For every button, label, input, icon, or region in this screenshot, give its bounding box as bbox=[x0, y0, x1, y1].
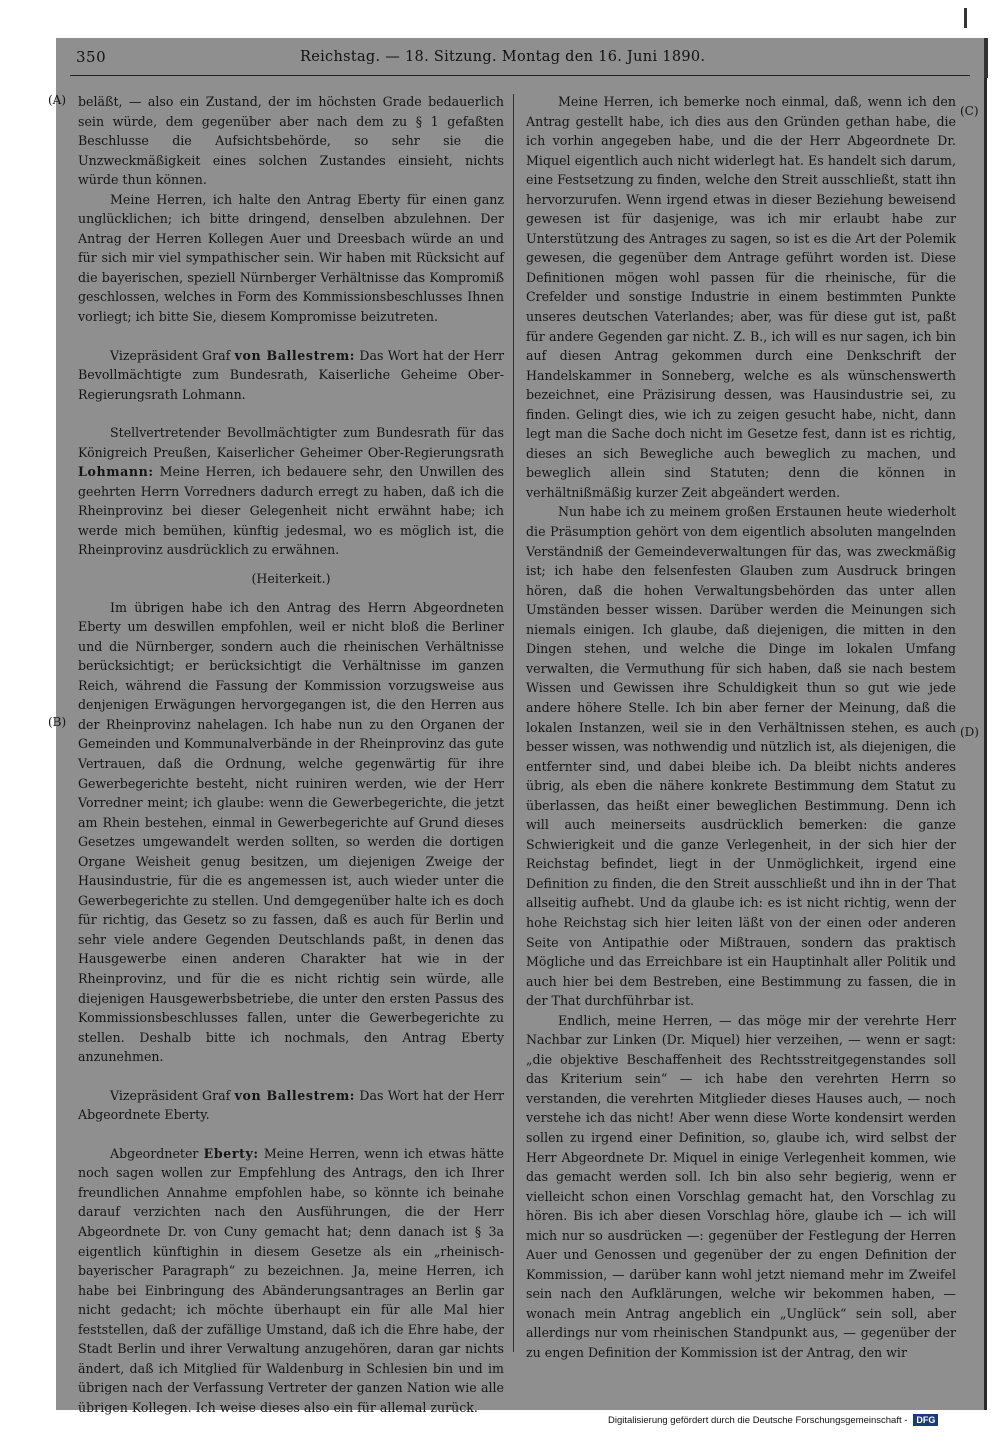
paragraph: Endlich, meine Herren, — das möge mir der verehrte Herr Nachbar zur Linken (Dr. Miquel) hier verzeihen, — wenn er sagt: „die objektive Beschaffenheit des Rechtsstreitgegenstandes soll das Kriterium sein“ — ich habe den verehrten Herrn so verstanden, die verehrten Mitglieder dieses Hauses auch, — noch verstehe ich das nicht! Aber wenn diese Worte kondensirt werden sollen zu irgend einer Definition, so, glaube ich, wird selbst der Herr Abgeordnete Dr. Miquel in einige Verlegenheit kommen, wie das gemacht werden soll. Ich bin also sehr begierig, wenn er vielleicht schon einen Vorschlag gemacht hat, den Vorschlag zu hören. Bis ich aber diesen Vorschlag höre, glaube ich — ich will mich nur so ausdrücken —: gegenüber der Festlegung der Herren Auer und Genossen und gegenüber der zu engen Definition der Kommission, — darüber kann wohl jetzt niemand mehr im Zweifel sein nach den Aufklärungen, welche wir bekommen haben, — wonach mein Antrag angeblich ein „Unglück“ sein soll, aber allerdings nur vom rheinischen Standpunkt aus, — gegenüber der zu engen Definition der Kommission ist der Antrag, den wir bbox=[526, 1012, 956, 1360]
footer-text: Digitalisierung gefördert durch die Deutsche Forschungsgemeinschaft - bbox=[608, 1414, 908, 1426]
scan-edge-mark-top bbox=[964, 8, 967, 28]
speaker-title: Abgeordneter bbox=[110, 1145, 199, 1161]
speaker-paragraph bbox=[78, 346, 504, 405]
laughter-note: (Heiterkeit.) bbox=[251, 571, 331, 587]
margin-marker-c: (C) bbox=[960, 104, 979, 118]
header-rule bbox=[70, 75, 970, 76]
speaker-paragraph bbox=[78, 1144, 504, 1418]
running-header: Reichstag. — 18. Sitzung. Montag den 16. Juni 1890. bbox=[300, 49, 706, 65]
speaker-name: von Ballestrem: bbox=[234, 1087, 356, 1103]
footer-credit bbox=[608, 1414, 938, 1426]
speaker-name: Lohmann: bbox=[78, 464, 154, 480]
paragraph: Nun habe ich zu meinem großen Erstaunen heute wiederholt die Präsumption gehört von dem eigentlich absoluten mangelnden Verständniß der Gemeindeverwaltungen für das, was zweckmäßig ist; ich habe den felsenfesten Glauben zum Ausdruck bringen hören, daß die hohen Verwaltungsbehörden das unter allen Umständen besser wissen. Darüber werden die Meinungen sich niemals einigen. Ich glaube, daß diejenigen, die mitten in den Dingen stehen, und welche die Dinge im lokalen Umfang verwalten, die Vermuthung für sich haben, daß sie nach bestem Wissen und Gewissen ihre Schuldigkeit thun so gut wie jede andere höhere Stelle. Ich bin aber ferner der Meinung, daß die lokalen Instanzen, weil sie in den Verhältnissen stehen, es auch besser wissen, was nothwendig und nützlich ist, als diejenigen, die entfernter sind, und dabei bleibe ich. Da bleibt nichts anderes übrig, als eben die nähere konkrete Bestimmung dem Statut zu überlassen, das heißt einer beweglichen Bestimmung. Denn ich will auch meinerseits ausdrücklich bemerken: die ganze Schwierigkeit und die ganze Verlegenheit, in der sich hier der Reichstag befindet, liegt in der Unmöglichkeit, irgend eine Definition zu finden, die den Streit ausschließt und ihn in der That allseitig aufhebt. Und da glaube ich: es ist nicht richtig, wenn der hohe Reichstag sich hier leiten läßt von der einen oder anderen Seite von Antipathie oder Mißtrauen, sondern das praktisch Mögliche und das Erreichbare ist ein Hauptinhalt aller Politik und auch hier bei dem Bestreben, eine Bestimmung zu fassen, die in der That durchführbar ist. bbox=[526, 504, 956, 1009]
dfg-logo-icon: DFG bbox=[913, 1414, 938, 1426]
speaker-title: Vizepräsident Graf bbox=[110, 347, 231, 363]
speaker-name: von Ballestrem: bbox=[234, 347, 356, 363]
speech-text: Das Wort hat der Herr Bevollmächtigte zum Bundesrath, Kaiserliche Geheime Ober-Regierungsrath Lohmann. bbox=[78, 347, 504, 402]
speaker-title: Stellvertretender Bevollmächtigter zum Bundesrath für das Königreich Preußen, Kaiserlicher Geheimer Ober-Regierungsrath bbox=[78, 425, 504, 460]
paragraph: Meine Herren, ich bemerke noch einmal, daß, wenn ich den Antrag gestellt habe, ich dies aus den Gründen gethan habe, die ich vorhin angegeben habe, und die der Herr Abgeordnete Dr. Miquel eigentlich auch nicht widerlegt hat. Es handelt sich darum, eine Festsetzung zu finden, welche den Streit ausschließt, statt ihn hervorzurufen. Wenn irgend etwas in dieser Beziehung beweisend gewesen ist für dasjenige, was ich mir erlaubt habe zur Unterstützung des Antrages zu sagen, so ist es die Art der Polemik gewesen, die gegenüber dem Antrage geführt worden ist. Diese Definitionen mögen wohl passen für die rheinische, für die Crefelder und sonstige Industrie in einem bestimmten Punkte unseres deutschen Vaterlandes; aber, was für diese gut ist, paßt für andere Gegenden gar nicht. Z. B., ich will es nur sagen, ich bin auf diesen Antrag gekommen durch eine Denkschrift der Handelskammer in Sonneberg, welche es als wünschenswerth bezeichnet, eine Präzisirung dessen, was Hausindustrie sei, zu finden. Gelingt dies, wie ich zu zeigen gesucht habe, nicht, dann legt man die Sache doch nicht im Gesetze fest, dann ist es richtig, dieses an sich Bewegliche auch beweglich zu machen, und beweglich allein sind Statuten; denn die können in verhältnißmäßig kurzer Zeit abgeändert werden. bbox=[526, 94, 956, 500]
right-column bbox=[526, 92, 956, 1363]
speaker-paragraph bbox=[78, 423, 504, 560]
speech-text: Meine Herren, ich bedauere sehr, den Unwillen des geehrten Herrn Vorredners dadurch erregt zu haben, daß ich die Rheinprovinz bei dieser Gelegenheit nicht erwähnt habe; ich werde mich bemühen, künftig jedesmal, wo es möglich ist, die Rheinprovinz ausdrücklich zu erwähnen. bbox=[78, 464, 504, 558]
paragraph: beläßt, — also ein Zustand, der im höchsten Grade bedauerlich sein würde, dem gegenüber aber nach dem zu § 1 gefaßten Beschlusse die Aufsichtsbehörde, so sehr sie die Unzweckmäßigkeit eines solchen Zustandes einsieht, nichts würde thun können. bbox=[78, 94, 504, 188]
speech-text: Das Wort hat der Herr Abgeordnete Eberty. bbox=[78, 1087, 504, 1123]
page-number: 350 bbox=[76, 48, 107, 66]
speaker-name: Eberty: bbox=[203, 1145, 259, 1161]
paragraph: Im übrigen habe ich den Antrag des Herrn Abgeordneten Eberty um deswillen empfohlen, weil er nicht bloß die Berliner und die Nürnberger, sondern auch die rheinischen Verhältnisse berücksichtigt; er berücksichtigt die Verhältnisse im ganzen Reich, während die Fassung der Kommission vorzugsweise aus denjenigen Erwägungen hervorgegangen ist, die den Herren aus der Rheinprovinz nahelagen. Ich habe nun zu den Organen der Gemeinden und Kommunalverbände in der Rheinprovinz das gute Vertrauen, daß die Ordnung, welche gegenwärtig für ihre Gewerbegerichte besteht, nicht ruiniren werden, wie der Herr Vorredner meint; ich glaube: wenn die Gewerbegerichte, die jetzt am Rhein bestehen, einmal in Gewerbegerichte auf Grund dieses Gesetzes umgewandelt werden sollten, so werden die dortigen Organe Weisheit genug besitzen, um diejenigen Zweige der Hausindustrie, für die es angemessen ist, auch wieder unter die Gewerbegerichte zu stellen. Und demgegenüber halte ich es doch für richtig, das Gesetz so zu fassen, daß es auch für Berlin und sehr viele andere Gegenden Deutschlands paßt, in denen das Hausgewerbe einen anderen Charakter hat wie in der Rheinprovinz, und für die es nicht richtig sein würde, alle diejenigen Hausgewerbsbetriebe, die unter den ersten Passus des Kommissionsbeschlusses fallen, unter die Gewerbegerichte zu stellen. Deshalb bitte ich nochmals, den Antrag Eberty anzunehmen. bbox=[78, 599, 504, 1065]
margin-marker-d: (D) bbox=[960, 725, 979, 739]
margin-marker-b: (B) bbox=[48, 715, 67, 729]
scan-edge-mark-side bbox=[984, 38, 988, 78]
speaker-paragraph bbox=[78, 1086, 504, 1125]
margin-marker-a: (A) bbox=[48, 93, 67, 107]
column-divider bbox=[513, 94, 514, 1352]
paragraph: Meine Herren, ich halte den Antrag Eberty für einen ganz unglücklichen; ich bitte dringend, denselben abzulehnen. Der Antrag der Herren Kollegen Auer und Dreesbach würde an und für sich mir viel sympathischer sein. Wir haben mit Rücksicht auf die bayerischen, speziell Nürnberger Verhältnisse das Kompromiß geschlossen, welches in Form des Kommissionsbeschlusses Ihnen vorliegt; ich bitte Sie, diesem Kompromisse beizutreten. bbox=[78, 191, 504, 325]
speaker-title: Vizepräsident Graf bbox=[110, 1087, 231, 1103]
speech-text: Meine Herren, wenn ich etwas hätte noch sagen wollen zur Empfehlung des Antrags, den ich Ihrer freundlichen Annahme empfohlen habe, so könnte ich beinahe darauf verzichten nach den Ausführungen, die der Herr Abgeordnete Dr. von Cuny gemacht hat; denn danach ist § 3a eigentlich künftighin in diesem Gesetze als ein „rheinisch-bayerischer Paragraph“ zu bezeichnen. Ja, meine Herren, ich habe bei Einbringung des Abänderungsantrages an Berlin gar nicht gedacht; ich möchte überhaupt ein für alle Mal hier feststellen, daß der zufällige Umstand, daß ich die Ehre habe, der Stadt Berlin und ihrer Verwaltung anzugehören, daran gar nichts ändert, daß ich Mitglied für Waldenburg in Schlesien bin und im übrigen nach der Verfassung Vertreter der ganzen Nation wie alle übrigen Kollegen. Ich weise dieses also ein für allemal zurück. bbox=[78, 1145, 504, 1415]
left-column bbox=[78, 92, 504, 1417]
